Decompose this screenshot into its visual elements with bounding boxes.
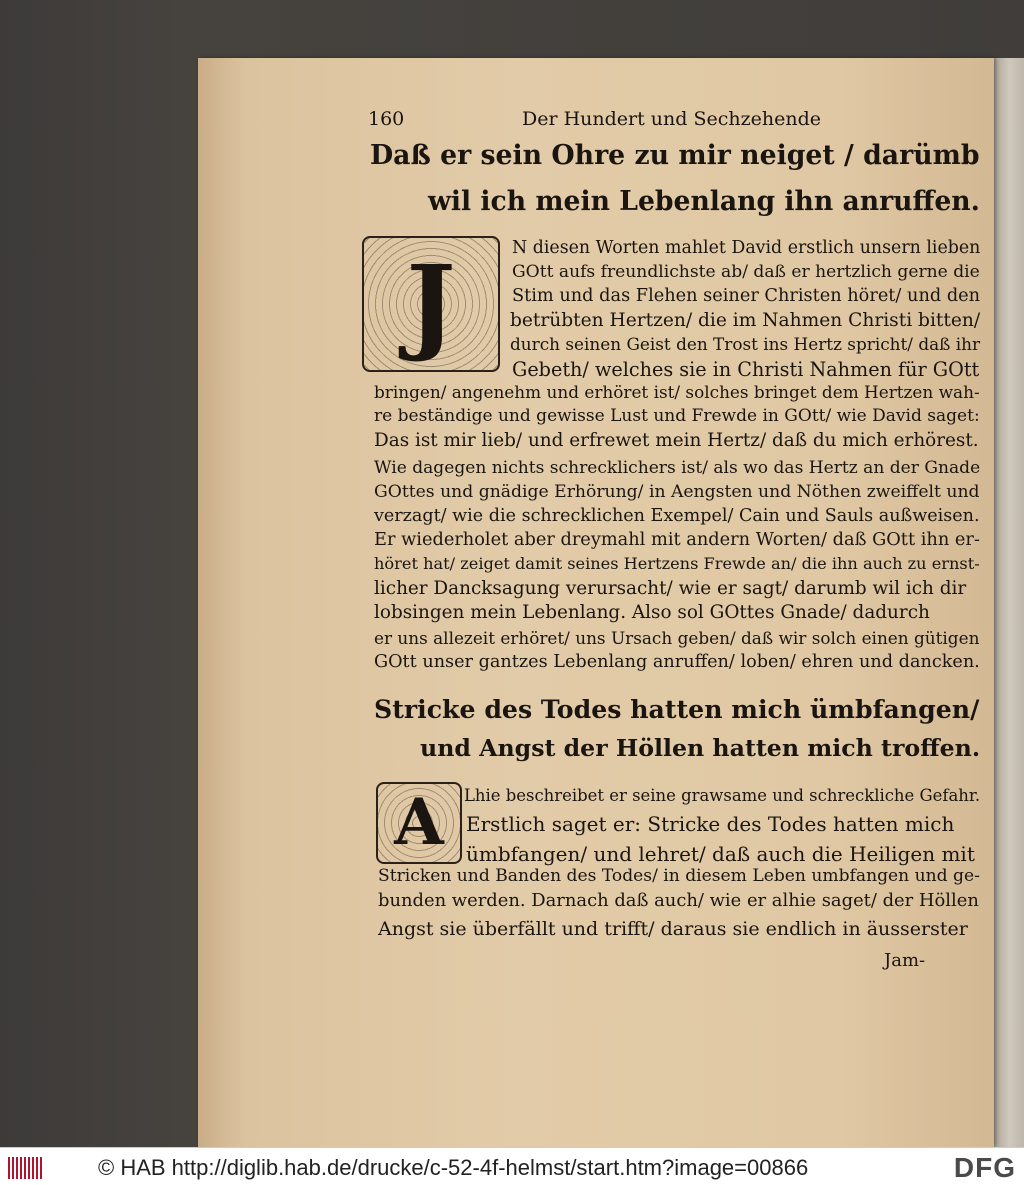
text-line: lobsingen mein Lebenlang. Also sol GOttes Gnade/ dadurch bbox=[374, 602, 930, 623]
text-line: Angst sie überfällt und trifft/ daraus sie endlich in äusserster bbox=[378, 918, 968, 940]
section-heading-line: Daß er sein Ohre zu mir neiget / darümb bbox=[370, 140, 980, 171]
page-number: 160 bbox=[368, 108, 405, 130]
barcode-logo-icon bbox=[8, 1157, 44, 1179]
section-heading-line: Stricke des Todes hatten mich ümbfangen/ bbox=[374, 694, 980, 724]
text-line: betrübten Hertzen/ die im Nahmen Christi bitten/ bbox=[510, 310, 981, 331]
text-line: Lhie beschreibet er seine grawsame und schreckliche Gefahr. bbox=[464, 786, 981, 805]
text-line: durch seinen Geist den Trost ins Hertz spricht/ daß ihr bbox=[510, 334, 981, 354]
text-line: Stim und das Flehen seiner Christen höret/ und den bbox=[512, 286, 981, 306]
text-line: ümbfangen/ und lehret/ daß auch die Heiligen mit bbox=[466, 842, 975, 866]
catchword: Jam- bbox=[884, 950, 926, 971]
text-line: bunden werden. Darnach daß auch/ wie er alhie saget/ der Höllen bbox=[378, 890, 979, 911]
text-line: GOttes und gnädige Erhörung/ in Aengsten und Nöthen zweiffelt und bbox=[374, 482, 980, 502]
text-line: Das ist mir lieb/ und erfrewet mein Hertz/ daß du mich erhörest. bbox=[374, 430, 979, 451]
text-line: verzagt/ wie die schrecklichen Exempel/ Cain und Sauls außweisen. bbox=[374, 506, 980, 526]
decorated-initial: A bbox=[376, 782, 462, 864]
text-line: Stricken und Banden des Todes/ in diesem Leben umbfangen und ge- bbox=[378, 866, 980, 886]
copyright-url[interactable]: © HAB http://diglib.hab.de/drucke/c-52-4f-helmst/start.htm?image=00866 bbox=[98, 1155, 809, 1180]
text-line: Erstlich saget er: Stricke des Todes hatten mich bbox=[466, 812, 955, 836]
text-line: höret hat/ zeiget damit seines Hertzens Frewde an/ die ihn auch zu ernst- bbox=[374, 554, 980, 573]
text-line: licher Dancksagung verursacht/ wie er sagt/ darumb wil ich dir bbox=[374, 578, 967, 599]
text-line: GOtt unser gantzes Lebenlang anruffen/ loben/ ehren und dancken. bbox=[374, 652, 980, 672]
text-line: Wie dagegen nichts schrecklichers ist/ als wo das Hertz an der Gnade bbox=[374, 458, 981, 478]
section-heading-line: wil ich mein Lebenlang ihn anruffen. bbox=[428, 186, 980, 217]
text-line: Er wiederholet aber dreymahl mit andern Worten/ daß GOtt ihn er- bbox=[374, 530, 980, 550]
viewer-footer bbox=[0, 1147, 1024, 1185]
dfg-logo: DFG bbox=[953, 1152, 1016, 1183]
text-line: N diesen Worten mahlet David erstlich unsern lieben bbox=[512, 238, 981, 258]
text-line: Gebeth/ welches sie in Christi Nahmen für GOtt bbox=[512, 358, 980, 381]
decorated-initial: J bbox=[362, 236, 500, 372]
text-line: GOtt aufs freundlichste ab/ daß er hertzlich gerne die bbox=[512, 262, 980, 282]
text-line: bringen/ angenehm und erhöret ist/ solches bringet dem Hertzen wah- bbox=[374, 382, 980, 402]
text-line: re beständige und gewisse Lust und Frewde in GOtt/ wie David saget: bbox=[374, 406, 980, 426]
text-line: er uns allezeit erhöret/ uns Ursach geben/ daß wir solch einen gütigen bbox=[374, 628, 980, 648]
running-head: Der Hundert und Sechzehende bbox=[522, 108, 821, 130]
section-heading-line: und Angst der Höllen hatten mich troffen. bbox=[420, 734, 981, 762]
